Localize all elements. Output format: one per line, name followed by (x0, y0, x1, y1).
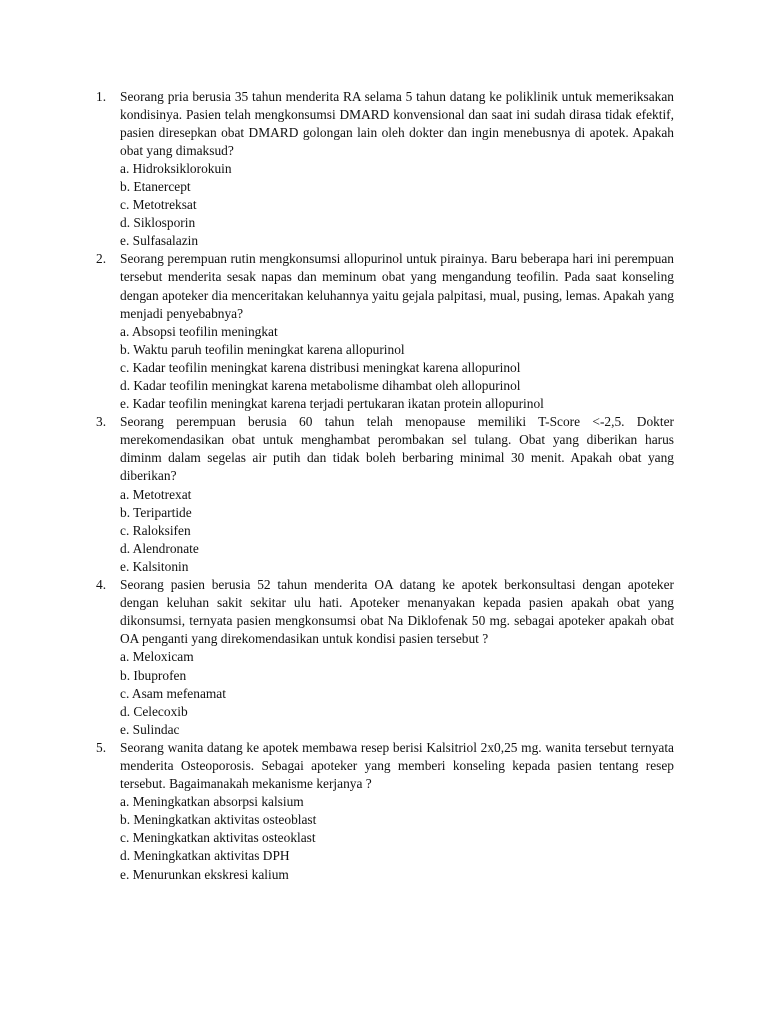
question-number: 5. (96, 739, 107, 755)
option-e: e. Kalsitonin (120, 558, 189, 574)
question-number: 3. (96, 414, 107, 430)
option-b: b. Meningkatkan aktivitas osteoblast (120, 812, 317, 828)
question-number: 1. (96, 88, 107, 104)
option-b: b. Ibuprofen (120, 667, 187, 683)
question-2 (96, 250, 674, 413)
option-list (120, 160, 674, 250)
option-e: e. Menurunkan ekskresi kalium (120, 866, 289, 882)
question-list (96, 88, 674, 884)
option-e: e. Kadar teofilin meningkat karena terjadi pertukaran ikatan protein allopurinol (120, 396, 544, 412)
option-e: e. Sulfasalazin (120, 233, 199, 249)
option-c: c. Metotreksat (120, 197, 197, 213)
question-text: Seorang perempuan rutin mengkonsumsi allopurinol untuk pirainya. Baru beberapa hari ini perempuan tersebut menderita sesak napas dan meminum obat yang mengandung teofilin. Pada saat konseling dengan apoteker dia menceritakan keluhannya yaitu gejala palpitasi, mual, pusing, lemas. Apakah yang menjadi penyebabnya? (120, 251, 674, 321)
option-c: c. Kadar teofilin meningkat karena distribusi meningkat karena allopurinol (120, 359, 521, 375)
option-b: b. Etanercept (120, 178, 191, 194)
question-4 (96, 576, 674, 739)
option-d: d. Siklosporin (120, 215, 196, 231)
option-a: a. Absopsi teofilin meningkat (120, 323, 278, 339)
question-number: 4. (96, 577, 107, 593)
question-text: Seorang wanita datang ke apotek membawa resep berisi Kalsitriol 2x0,25 mg. wanita tersebut ternyata menderita Osteoporosis. Sebagai apoteker yang memberi konseling kepada pasien tentang resep tersebut. Bagaimanakah mekanisme kerjanya ? (120, 739, 674, 792)
option-e: e. Sulindac (120, 721, 180, 737)
option-c: c. Asam mefenamat (120, 685, 226, 701)
question-3 (96, 413, 674, 576)
option-d: d. Alendronate (120, 540, 199, 556)
option-d: d. Meningkatkan aktivitas DPH (120, 848, 290, 864)
option-list (120, 793, 674, 883)
option-c: c. Meningkatkan aktivitas osteoklast (120, 830, 316, 846)
question-text: Seorang pria berusia 35 tahun menderita RA selama 5 tahun datang ke poliklinik untuk memeriksakan kondisinya. Pasien telah mengkonsumsi DMARD konvensional dan saat ini sudah dirasa tidak efektif, pasien diresepkan obat DMARD golongan lain oleh dokter dan ingin menebusnya di apotek. Apakah obat yang dimaksud? (120, 88, 674, 158)
option-list (120, 648, 674, 738)
option-list (120, 486, 674, 576)
question-text: Seorang perempuan berusia 60 tahun telah menopause memiliki T-Score <-2,5. Dokter merekomendasikan obat untuk menghambat perombakan sel tulang. Obat yang diberikan harus diminm dalam segelas air putih dan tidak boleh berbaring minimal 30 menit. Apakah obat yang diberikan? (120, 414, 674, 484)
option-b: b. Waktu paruh teofilin meningkat karena allopurinol (120, 341, 405, 357)
option-a: a. Meningkatkan absorpsi kalsium (120, 794, 304, 810)
option-a: a. Meloxicam (120, 649, 194, 665)
option-list (120, 323, 674, 413)
option-d: d. Kadar teofilin meningkat karena metabolisme dihambat oleh allopurinol (120, 378, 521, 393)
question-1 (96, 88, 674, 251)
option-a: a. Hidroksiklorokuin (120, 160, 232, 176)
question-text: Seorang pasien berusia 52 tahun menderita OA datang ke apotek berkonsultasi dengan apoteker dengan keluhan sakit sekitar ulu hati. Apoteker menanyakan kepada pasien apakah obat yang dikonsumsi, ternyata pasien mengkonsumsi obat Na Diklofenak 50 mg. sebagai apoteker apakah obat OA penganti yang direkomendasikan untuk kondisi pasien tersebut ? (120, 577, 674, 647)
option-c: c. Raloksifen (120, 522, 191, 538)
option-b: b. Teripartide (120, 504, 192, 520)
option-a: a. Metotrexat (120, 486, 192, 502)
question-number: 2. (96, 251, 107, 267)
option-d: d. Celecoxib (120, 703, 188, 719)
question-5 (96, 739, 674, 884)
